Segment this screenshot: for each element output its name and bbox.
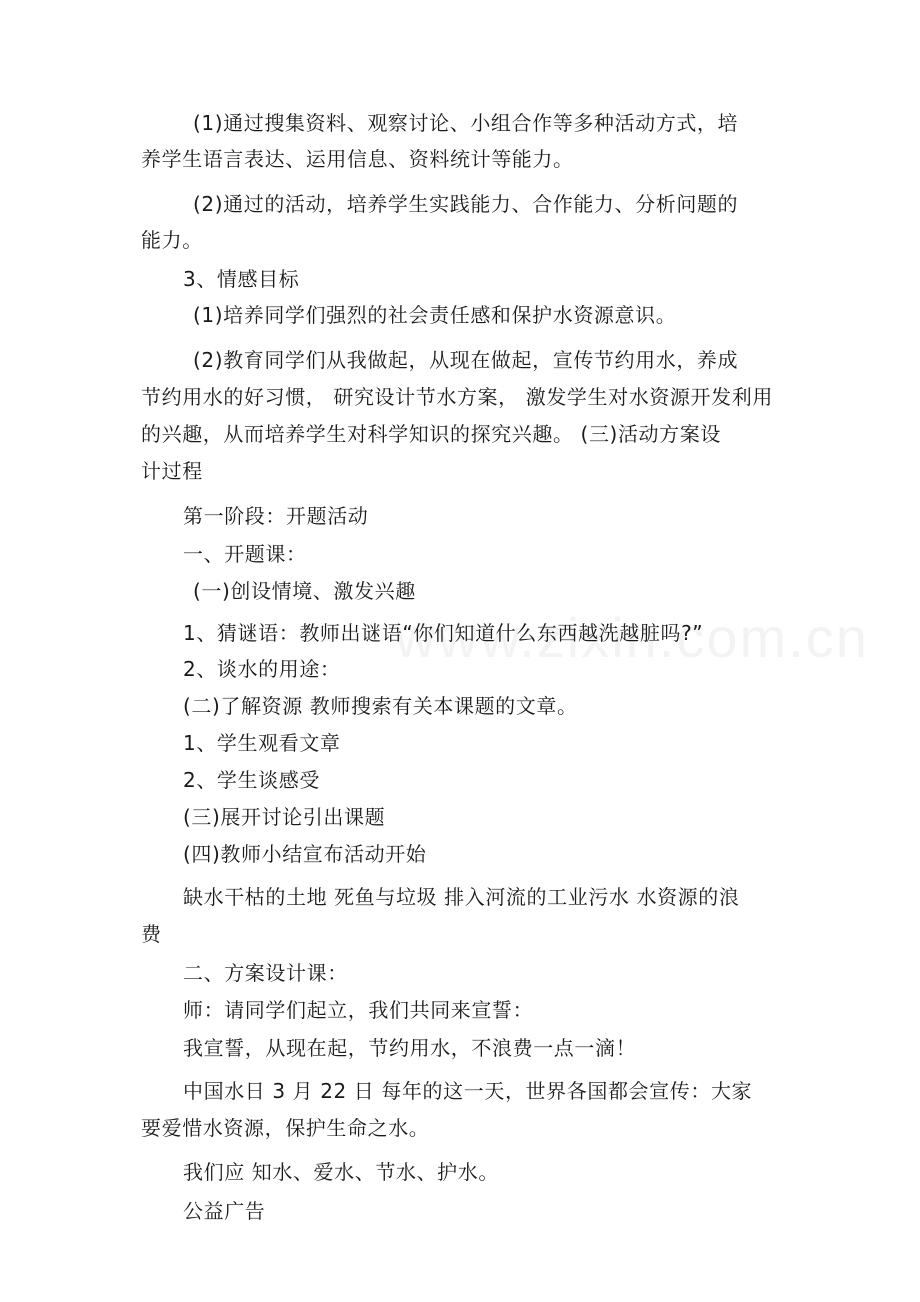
text-line: (2)教育同学们从我做起，从现在做起，宣传节约用水，养成 [193, 348, 739, 372]
text-line: 1、学生观看文章 [183, 731, 341, 755]
text-line: (1)通过搜集资料、观察讨论、小组合作等多种活动方式，培 [193, 111, 739, 135]
section-heading: 第一阶段：开题活动 [183, 504, 369, 528]
text-line: 的兴趣，从而培养学生对科学知识的探究兴趣。 (三)活动方案设 [141, 422, 721, 446]
text-line: (四)教师小结宣布活动开始 [183, 842, 427, 866]
text-line: (2)通过的活动，培养学生实践能力、合作能力、分析问题的 [193, 192, 739, 216]
text-line: 能力。 [141, 228, 203, 252]
text-line: 中国水日 3 月 22 日 每年的这一天，世界各国都会宣传：大家 [183, 1079, 753, 1103]
text-line: 计过程 [141, 459, 203, 483]
section-heading: 一、开题课： [183, 542, 307, 566]
text-line: 公益广告 [183, 1199, 266, 1223]
text-line: 2、学生谈感受 [183, 768, 320, 792]
text-line: 要爱惜水资源，保护生命之水。 [141, 1116, 430, 1140]
text-line: (三)展开讨论引出课题 [183, 805, 386, 829]
text-line: 我宣誓，从现在起，节约用水，不浪费一点一滴！ [183, 1036, 637, 1060]
text-line: (1)培养同学们强烈的社会责任感和保护水资源意识。 [193, 303, 677, 327]
text-line: 我们应 知水、爱水、节水、护水。 [183, 1160, 499, 1184]
text-line: 1、猜谜语：教师出谜语“你们知道什么东西越洗越脏吗?” [183, 621, 704, 645]
text-line: 缺水干枯的土地 死鱼与垃圾 排入河流的工业污水 水资源的浪 [183, 885, 740, 909]
text-line: (一)创设情境、激发兴趣 [193, 579, 416, 603]
text-line: 养学生语言表达、运用信息、资料统计等能力。 [141, 147, 574, 171]
section-heading: 3、情感目标 [183, 267, 300, 291]
text-line: 师：请同学们起立，我们共同来宣誓： [183, 998, 534, 1022]
text-line: 2、谈水的用途： [183, 657, 341, 681]
text-line: (二)了解资源 教师搜索有关本课题的文章。 [183, 694, 578, 718]
text-line: 费 [141, 922, 162, 946]
text-line: 节约用水的好习惯， 研究设计节水方案， 激发学生对水资源开发利用 [141, 385, 773, 409]
section-heading: 二、方案设计课： [183, 961, 348, 985]
